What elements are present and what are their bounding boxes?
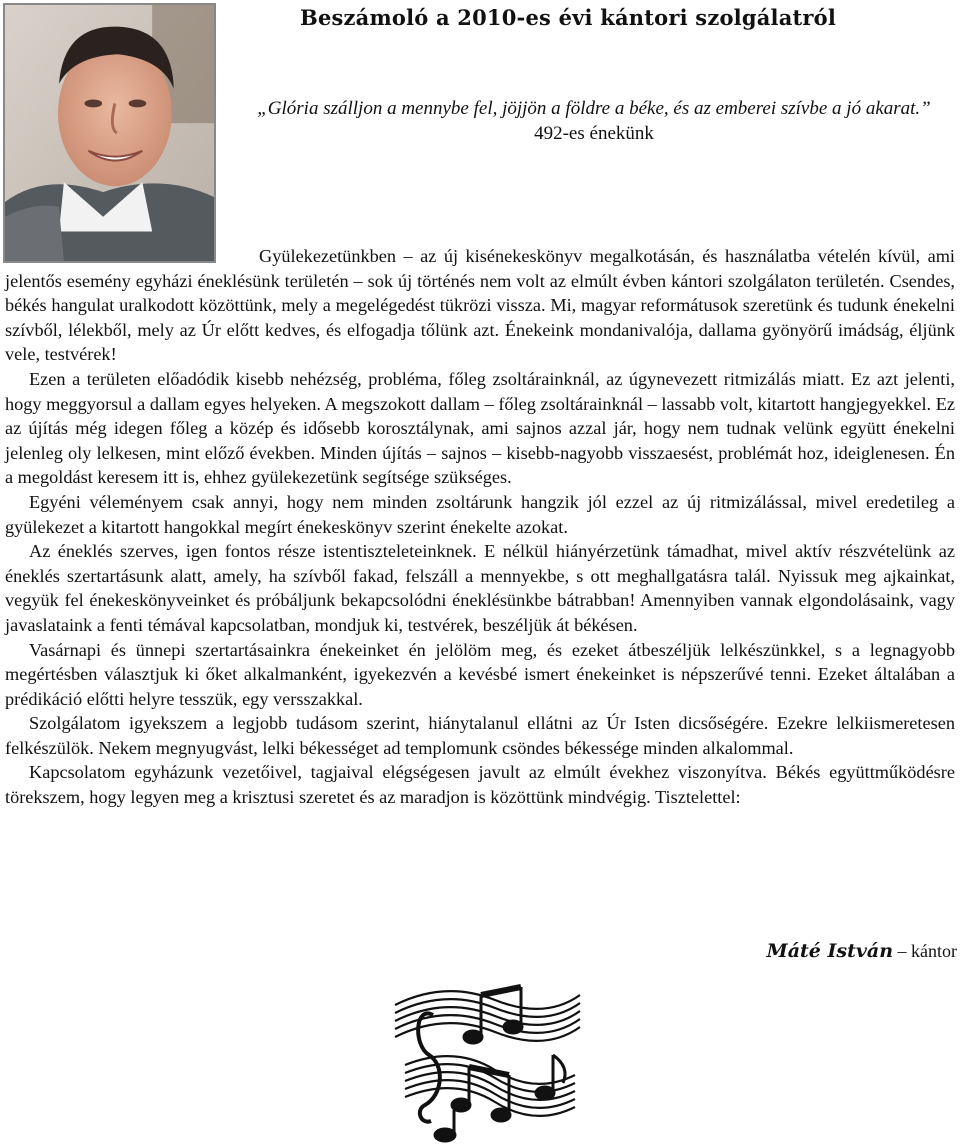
- signature-name: Máté István: [766, 940, 894, 962]
- quote-source: 492-es énekünk: [534, 123, 654, 144]
- paragraph-5: Vasárnapi és ünnepi szertartásainkra énekeinket én jelölöm meg, és ezeket átbeszéljük lelkészünkkel, s a legnagyobb megértésben választjuk ki őket alkalmanként, igyekezvén a kevésbé ismert énekeinket is népszerűvé tenni. Ezeket általában a prédikáció előtti helyre tesszük, egy versszakkal.: [5, 639, 955, 709]
- paragraph-7: Kapcsolatom egyházunk vezetőivel, tagjaival elégségesen javult az elmúlt évekhez viszonyítva. Békés együttműködésre törekszem, hogy legyen meg a krisztusi szeretet és az maradjon is közöttünk mindvégig. Tisztelettel:: [5, 762, 955, 808]
- portrait-image: [5, 5, 214, 261]
- opening-quote: [250, 96, 938, 146]
- paragraph-3: Egyéni véleményem csak annyi, hogy nem minden zsoltárunk hangzik jól ezzel az új ritmizálással, mivel eredetileg a gyülekezet a kitartott hangokkal megírt énekeskönyv szerint énekelte azokat.: [5, 491, 955, 537]
- music-notes-graphic: [385, 975, 585, 1143]
- signature: [767, 940, 957, 962]
- paragraph-2: Ezen a területen előadódik kisebb nehézség, probléma, főleg zsoltárainknál, az úgynevezett ritmizálás miatt. Ez azt jelenti, hogy meggyorsul a dallam egyes helyeken. A megszokott dallam – főleg zsoltárainknál – lassabb volt, kitartott hangjegyekkel. Ez az újítás még idegen főleg a közép és idősebb korosztálynak, ami sajnos azzal jár, hogy nem tudnak velünk együtt énekelni jelenleg oly lelkesen, mint előző években. Minden újítás – sajnos – kisebb-nagyobb visszaesést, problémát hoz, ideiglenesen. Én a megoldást keresem itt is, ehhez gyülekezetünk segítsége szükséges.: [5, 368, 955, 488]
- paragraph-4: Az éneklés szerves, igen fontos része istentiszteleteinknek. E nélkül hiányérzetünk támadhat, mivel aktív részvételünk az éneklés szertartásunk alatt, amely, ha szívből fakad, felszáll a mennyekbe, s ott meghallgatásra talál. Nyissuk meg ajkainkat, vegyük fel énekeskönyveinket és próbáljunk bekapcsolódni éneklésünkbe bátrabban! Amennyiben vannak elgondolásaink, vagy javaslataink a fenti témával kapcsolatban, mondjuk ki, testvérek, beszéljük át békésen.: [5, 541, 955, 635]
- report-body: [5, 244, 955, 810]
- quote-text: „Glória szálljon a mennybe fel, jöjjön a földre a béke, és az emberei szívbe a jó akarat.”: [257, 98, 931, 119]
- document-title: Beszámoló a 2010-es évi kántori szolgálatról: [300, 5, 837, 30]
- signature-role: – kántor: [893, 941, 957, 961]
- paragraph-6: Szolgálatom igyekszem a legjobb tudásom szerint, hiánytalanul ellátni az Úr Isten dicsőségére. Ezekre lelkiismeretesen felkészülök. Nekem megnyugvást, lelki békességet ad templomunk csöndes békessége minden alkalommal.: [5, 713, 955, 758]
- paragraph-1: Gyülekezetünkben – az új kisénekeskönyv megalkotásán, és használatba vételén kívül, ami jelentős esemény egyházi éneklésünk területén – sok új történés nem volt az elmúlt évben kántori szolgálaton területén. Csendes, békés hangulat uralkodott közöttünk, mely a megelégedést tükrözi vissza. Mi, magyar reformátusok szeretünk és tudunk énekelni szívből, lélekből, mely az Úr előtt kedves, és elfogadja tőlünk azt. Énekeink mondanivalója, dallama gyönyörű imádság, éljünk vele, testvérek!: [5, 246, 955, 365]
- author-portrait-photo: [3, 3, 216, 263]
- music-notes-icon: [385, 975, 585, 1143]
